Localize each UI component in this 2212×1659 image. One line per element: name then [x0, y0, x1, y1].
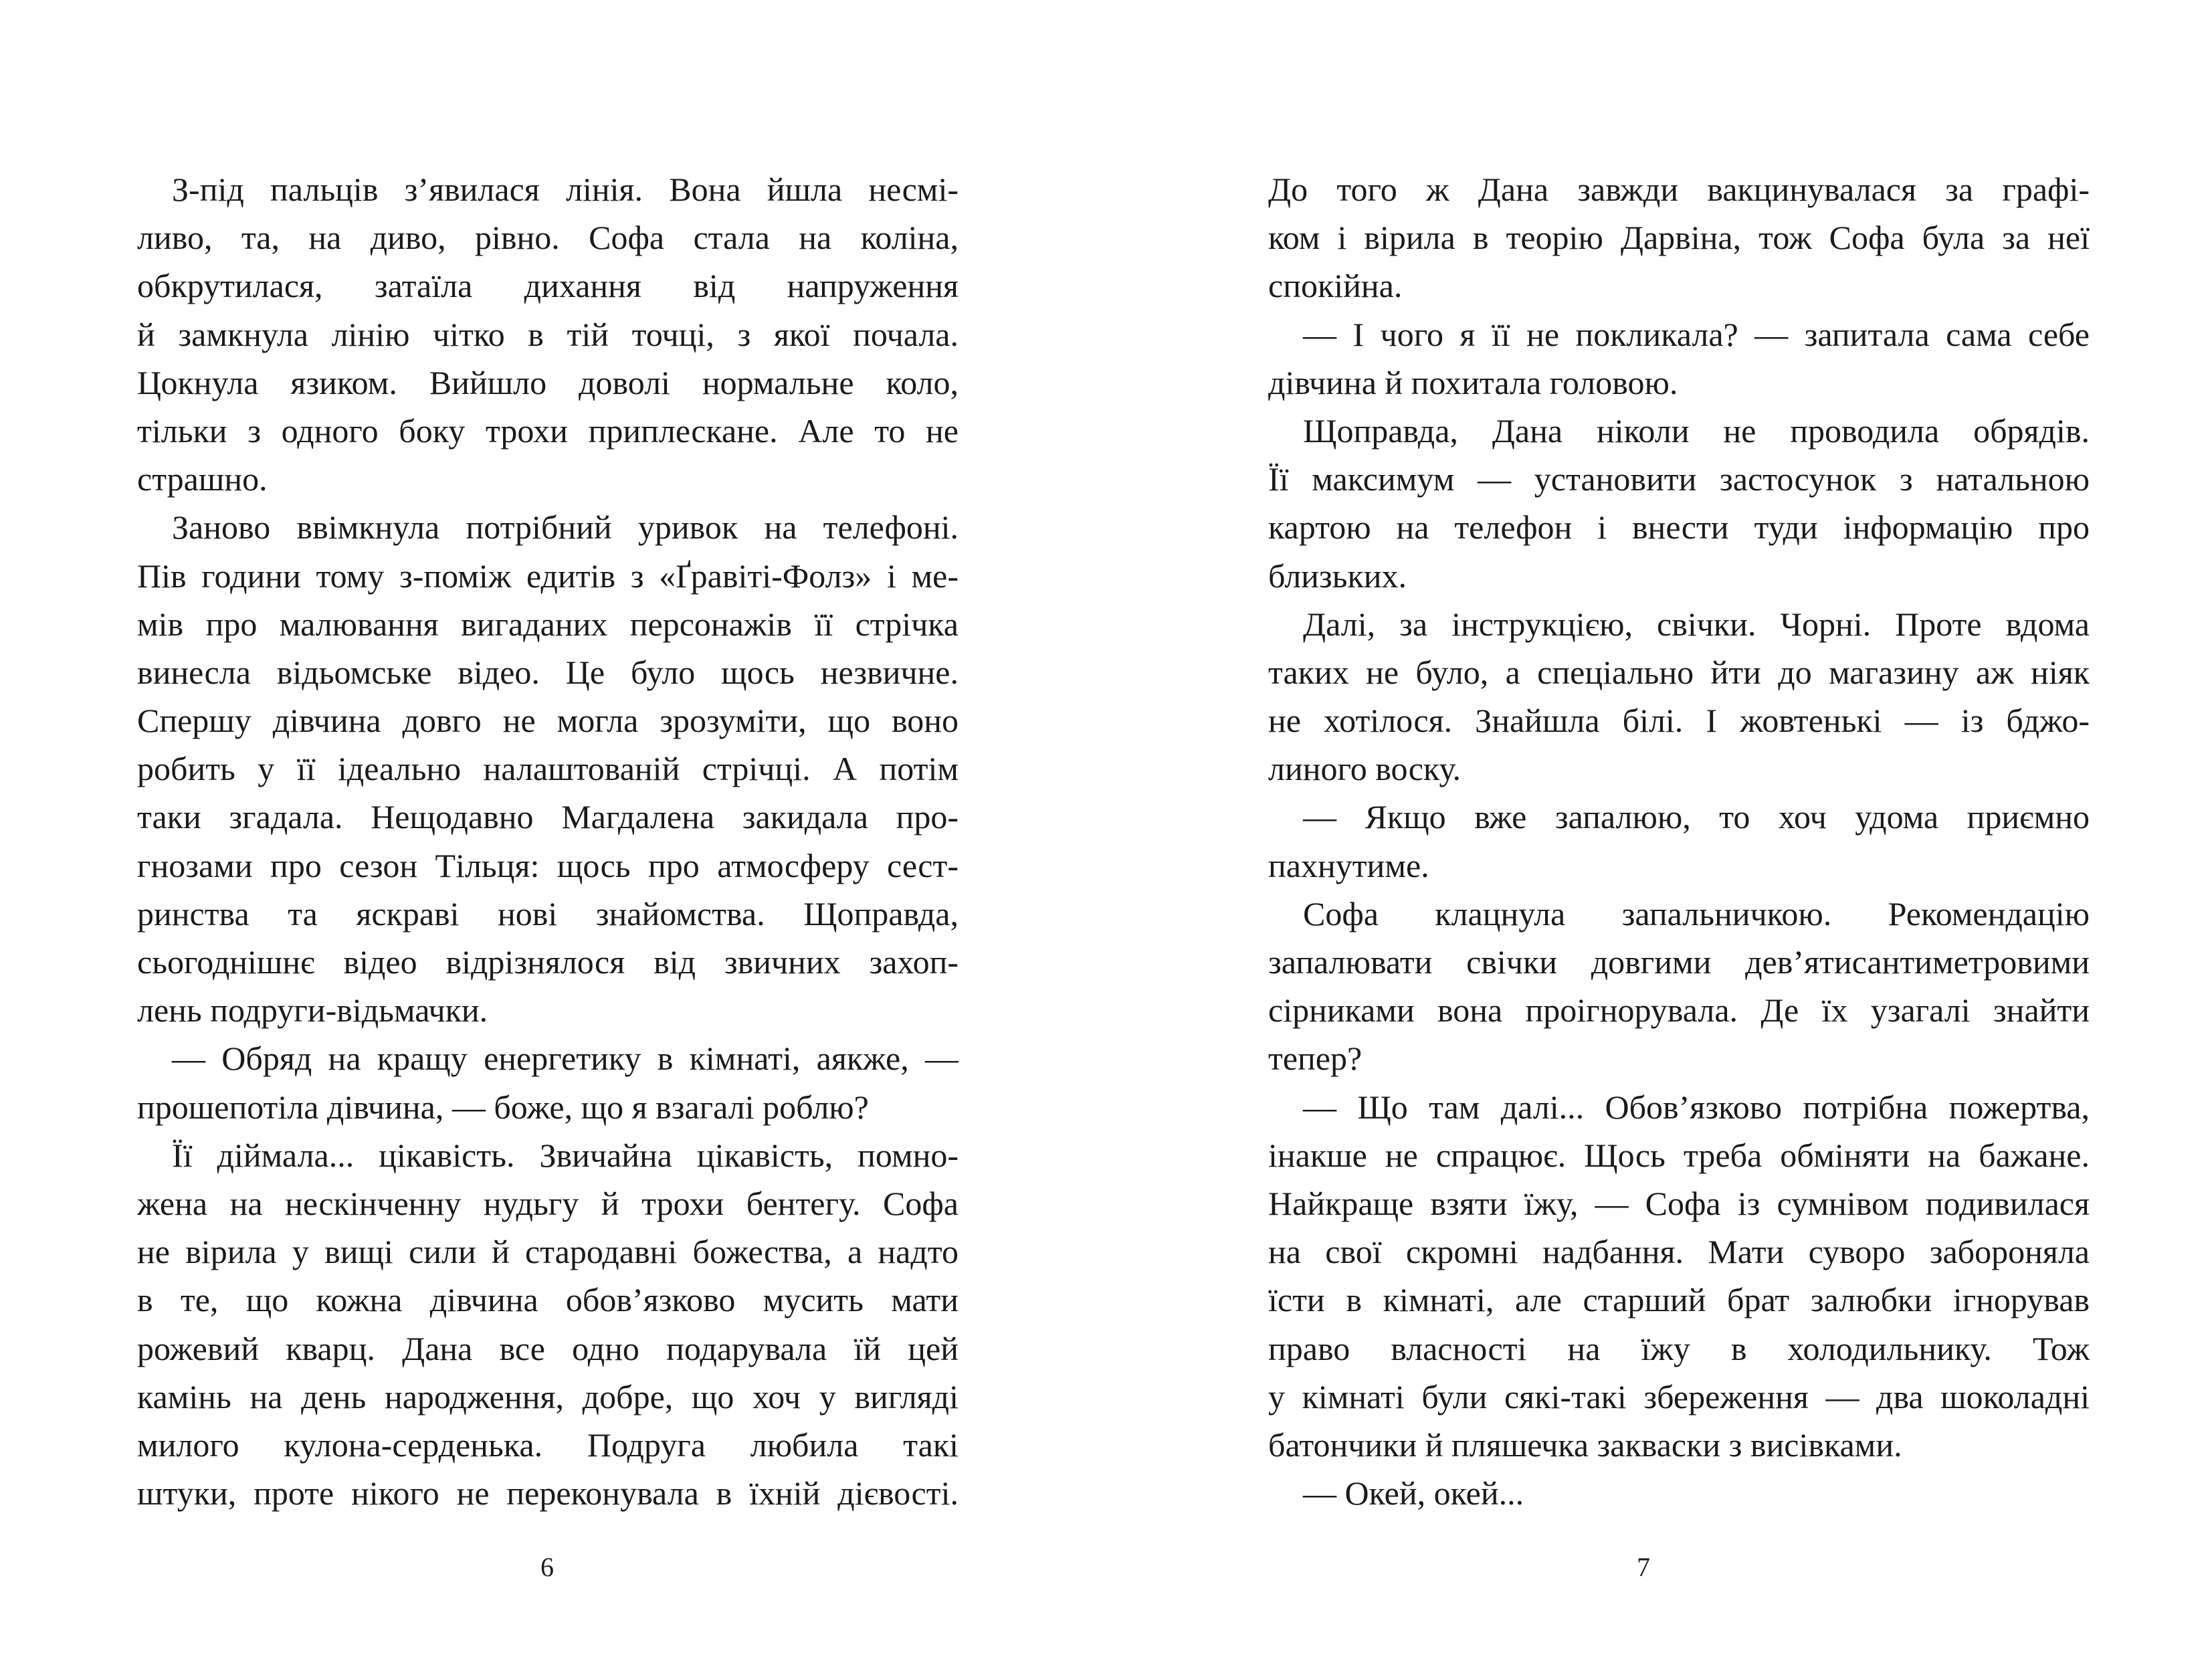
text-line: таких не було, а спеціально йти до магазину аж ніяк — [1268, 653, 2090, 691]
text-line: — Обряд на кращу енергетику в кімнаті, аякже, — — [172, 1040, 959, 1078]
text-line: спокійна. — [1268, 267, 1403, 305]
text-line: тепер? — [1268, 1040, 1363, 1078]
text-line: Заново ввімкнула потрібний уривок на телефоні. — [172, 508, 959, 547]
text-line: Щоправда, Дана ніколи не проводила обрядів. — [1303, 411, 2090, 450]
text-line: прошепотіла дівчина, — боже, що я взагалі роблю? — [137, 1088, 869, 1126]
text-line: камінь на день народження, добре, що хоч у вигляді — [137, 1377, 959, 1416]
text-line: не хотілося. Знайшла білі. І жовтенькі — із бджо- — [1268, 702, 2090, 740]
text-line: право власності на їжу в холодильнику. Тож — [1268, 1329, 2090, 1367]
text-line: дівчина й похитала головою. — [1268, 363, 1678, 401]
text-line: й замкнула лінію чітко в тій точці, з якої почала. — [137, 315, 959, 353]
text-line: обкрутилася, затаїла дихання від напруження — [137, 267, 959, 305]
text-line: близьких. — [1268, 557, 1407, 595]
text-line: винесла відьомське відео. Це було щось незвичне. — [137, 653, 959, 691]
text-line: штуки, проте нікого не переконувала в їхній дієвості. — [137, 1474, 959, 1512]
text-line: в те, що кожна дівчина обов’язково мусить мати — [137, 1281, 959, 1319]
text-line: пахнутиме. — [1268, 846, 1429, 884]
text-line: З-під пальців з’явилася лінія. Вона йшла несмі- — [172, 171, 959, 208]
text-line: Її діймала... цікавість. Звичайна цікавість, помно- — [172, 1136, 959, 1174]
text-line: Софа клацнула запальничкою. Рекомендацію — [1303, 894, 2090, 933]
right-page-text — [1268, 165, 2090, 1517]
text-line: ливо, та, на диво, рівно. Софа стала на коліна, — [137, 219, 959, 257]
text-line: — І чого я її не покликала? — запитала сама себе — [1303, 315, 2090, 353]
text-line: милого кулона-серденька. Подруга любила такі — [137, 1426, 959, 1464]
text-line: не вірила у вищі сили й стародавні божества, а надто — [137, 1233, 959, 1271]
text-line: — Якщо вже запалюю, то хоч удома приємно — [1303, 798, 2090, 836]
text-line: мів про малювання вигаданих персонажів її стрічка — [137, 605, 959, 643]
right-page — [1106, 0, 2212, 1659]
text-line: — Окей, окей... — [1303, 1474, 1524, 1512]
text-line: ком і вірила в теорію Дарвіна, тож Софа була за неї — [1268, 219, 2090, 257]
text-line: у кімнаті були сякі-такі збереження — два шоколадні — [1268, 1377, 2090, 1416]
text-line: їсти в кімнаті, але старший брат залюбки ігнорував — [1268, 1281, 2090, 1319]
text-line: ринства та яскраві нові знайомства. Щоправда, — [137, 894, 959, 933]
text-line: на свої скромні надбання. Мати суворо забороняла — [1268, 1233, 2090, 1271]
text-line: робить у її ідеально налаштованій стрічці. А потім — [137, 750, 959, 788]
text-line: До того ж Дана завжди вакцинувалася за графі- — [1268, 171, 2090, 208]
text-line: Далі, за інструкцією, свічки. Чорні. Проте вдома — [1303, 605, 2090, 643]
text-line: жена на нескінченну нудьгу й трохи бентегу. Софа — [137, 1184, 959, 1222]
text-line: Спершу дівчина довго не могла зрозуміти, що воно — [137, 702, 959, 740]
text-line: страшно. — [137, 460, 268, 498]
text-line: тільки з одного боку трохи приплескане. Але то не — [137, 411, 959, 450]
text-line: сьогоднішнє відео відрізнялося від звичних захоп- — [137, 943, 959, 981]
left-page-text — [137, 165, 959, 1517]
text-line: інакше не спрацює. Щось треба обміняти на бажане. — [1268, 1136, 2090, 1174]
text-line: картою на телефон і внести туди інформацію про — [1268, 508, 2090, 547]
text-line: таки згадала. Нещодавно Магдалена закидала про- — [137, 798, 959, 836]
page-number-right: 7 — [1637, 1552, 1650, 1582]
text-line: — Що там далі... Обов’язково потрібна пожертва, — [1303, 1088, 2090, 1126]
text-line: лень подруги-відьмачки. — [137, 991, 488, 1030]
text-line: сірниками вона проігнорувала. Де їх узагалі знайти — [1268, 991, 2090, 1030]
text-line: рожевий кварц. Дана все одно подарувала їй цей — [137, 1329, 959, 1367]
text-line: Її максимум — установити застосунок з натальною — [1268, 460, 2090, 498]
page-number-left: 6 — [540, 1552, 554, 1582]
text-line: Цокнула язиком. Вийшло доволі нормальне коло, — [137, 363, 959, 401]
text-line: Найкраще взяти їжу, — Софа із сумнівом подивилася — [1268, 1184, 2090, 1222]
text-line: запалювати свічки довгими дев’ятисантиметровими — [1268, 943, 2090, 981]
text-line: Пів години тому з-поміж едитів з «Ґравіті-Фолз» і ме- — [137, 557, 959, 595]
text-line: линого воску. — [1268, 750, 1462, 788]
text-line: гнозами про сезон Тільця: щось про атмосферу сест- — [137, 846, 959, 884]
text-line: батончики й пляшечка закваски з висівками. — [1268, 1426, 1902, 1464]
